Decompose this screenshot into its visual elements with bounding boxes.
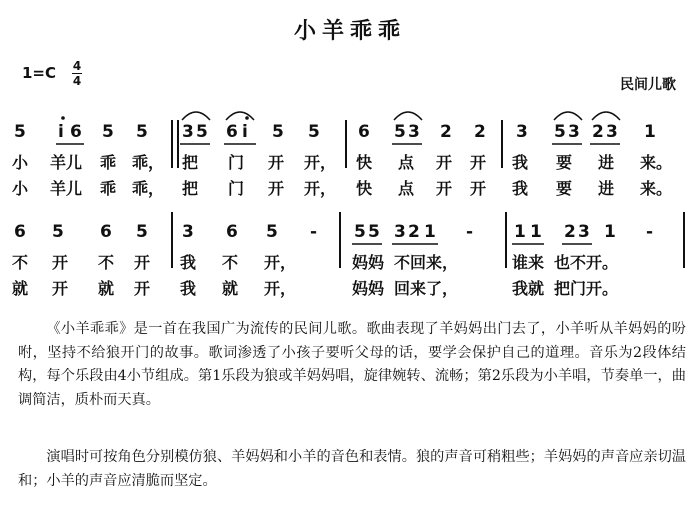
note: 5	[394, 122, 406, 142]
description-paragraph-1: 《小羊乖乖》是一首在我国广为流传的民间儿歌。歌曲表现了羊妈妈出门去了，小羊听从羊妈妈的吩咐，坚持不给狼开门的故事。歌词渗透了小孩子要听父母的话，要学会保护自己的道理。音乐为2段体结构，每个乐段由4小节组成。第1乐段为狼或羊妈妈唱，旋律婉转、流畅；第2乐段为小羊唱，节奏单一，曲调简洁，质朴而天真。	[18, 321, 686, 408]
note: 3	[568, 122, 580, 142]
lyric: 开，	[304, 179, 337, 198]
note: -	[646, 222, 654, 242]
lyric: 小	[12, 153, 29, 172]
lyric: 就	[222, 279, 239, 298]
note: 5	[266, 222, 278, 242]
lyric: 就	[12, 279, 29, 298]
lyric: 门	[228, 153, 245, 172]
song-title: 小羊乖乖	[293, 19, 406, 44]
tie-arc	[554, 112, 582, 120]
note: 3	[182, 222, 194, 242]
note: 3	[408, 122, 420, 142]
note: 6	[358, 122, 370, 142]
note: 5	[368, 222, 380, 242]
lyric: 不	[12, 253, 29, 272]
meter-top: 4	[72, 59, 82, 73]
note: 6	[14, 222, 26, 242]
lyric: 进	[598, 179, 615, 198]
lyric: 妈妈	[352, 253, 385, 272]
note: 3	[394, 222, 406, 242]
lyric: 也不开。	[554, 253, 619, 272]
note: 2	[440, 122, 452, 142]
note: -	[466, 222, 474, 242]
lyric: 开	[470, 153, 487, 172]
note: 1	[424, 222, 436, 242]
lyric: 乖，	[132, 153, 165, 172]
lyric: 开	[436, 179, 453, 198]
lyric: 开，	[304, 153, 337, 172]
note: i	[242, 122, 248, 142]
lyric: 我	[180, 253, 197, 272]
lyric: 我	[180, 279, 197, 298]
lyric: 把门开。	[554, 279, 619, 298]
lyric: 小	[12, 179, 29, 198]
lyric: 进	[598, 153, 615, 172]
lyric: 回来了，	[394, 279, 459, 298]
note: 1	[644, 122, 656, 142]
note: 1	[604, 222, 616, 242]
lyric: 要	[556, 179, 573, 198]
lyric: 我就	[512, 279, 545, 298]
genre-label: 民间儿歌	[620, 77, 676, 93]
lyric: 开	[268, 179, 285, 198]
lyric: 要	[556, 153, 573, 172]
lyric: 点	[398, 179, 415, 198]
note: 1	[530, 222, 542, 242]
lyric: 开	[470, 179, 487, 198]
lyric: 不回来，	[394, 253, 459, 272]
note: 5	[136, 122, 148, 142]
note: 5	[272, 122, 284, 142]
tie-arc	[592, 112, 620, 120]
lyric: 来。	[640, 153, 673, 172]
lyric: 开，	[264, 253, 297, 272]
lyric: 快	[356, 153, 373, 172]
lyric: 开	[52, 279, 69, 298]
key-signature: 1=C	[22, 64, 57, 82]
lyric: 来。	[640, 179, 673, 198]
note: 2	[564, 222, 576, 242]
note: 6	[226, 122, 238, 142]
note: 5	[554, 122, 566, 142]
lyric: 快	[356, 179, 373, 198]
lyric: 门	[228, 179, 245, 198]
lyric: 谁来	[512, 253, 545, 272]
lyric: 把	[182, 179, 199, 198]
note: 5	[52, 222, 64, 242]
lyric: 开	[52, 253, 69, 272]
note: 3	[578, 222, 590, 242]
lyric: 羊儿	[50, 179, 83, 198]
lyric: 不	[98, 253, 115, 272]
note: 5	[308, 122, 320, 142]
tie-arc	[182, 112, 210, 120]
lyric: 点	[398, 153, 415, 172]
lyric: 妈妈	[352, 279, 385, 298]
lyric: 羊儿	[50, 153, 83, 172]
note: i	[58, 122, 64, 142]
note: 5	[14, 122, 26, 142]
lyric: 就	[98, 279, 115, 298]
note: 5	[102, 122, 114, 142]
note: 1	[514, 222, 526, 242]
lyric: 开	[134, 253, 151, 272]
note: 5	[136, 222, 148, 242]
meter-bottom: 4	[72, 74, 82, 88]
note: 3	[606, 122, 618, 142]
high-dot	[61, 116, 65, 120]
lyric: 我	[512, 179, 529, 198]
note: 6	[70, 122, 82, 142]
note: -	[310, 222, 318, 242]
lyric: 乖，	[132, 179, 165, 198]
tie-arc	[226, 112, 254, 120]
lyric: 乖	[100, 179, 117, 198]
note: 3	[182, 122, 194, 142]
note: 6	[226, 222, 238, 242]
lyric: 我	[512, 153, 529, 172]
note: 2	[408, 222, 420, 242]
note: 3	[516, 122, 528, 142]
high-dot	[245, 116, 249, 120]
note: 2	[592, 122, 604, 142]
lyric: 把	[182, 153, 199, 172]
lyric: 不	[222, 253, 239, 272]
lyric: 开，	[264, 279, 297, 298]
lyric: 开	[436, 153, 453, 172]
note: 5	[196, 122, 208, 142]
lyric: 开	[268, 153, 285, 172]
note: 5	[354, 222, 366, 242]
lyric: 开	[134, 279, 151, 298]
note: 2	[474, 122, 486, 142]
note: 6	[100, 222, 112, 242]
lyric: 乖	[100, 153, 117, 172]
tie-arc	[394, 112, 422, 120]
description-paragraph-2: 演唱时可按角色分别模仿狼、羊妈妈和小羊的音色和表情。狼的声音可稍粗些；羊妈妈的声音应亲切温和；小羊的声音应清脆而坚定。	[18, 449, 686, 489]
